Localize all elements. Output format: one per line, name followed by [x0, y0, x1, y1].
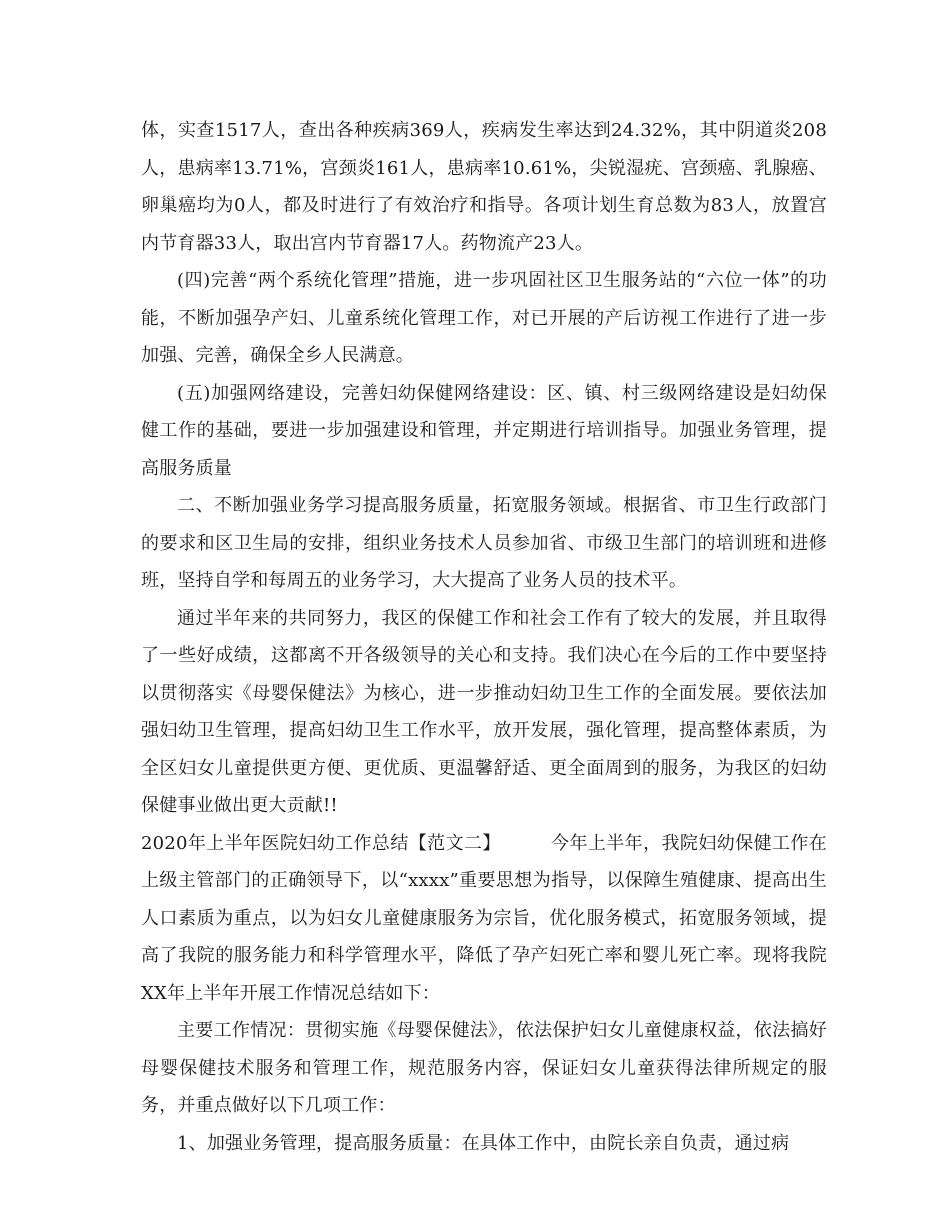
paragraph-exam-results: 体，实查1517人，查出各种疾病369人，疾病发生率达到24.32%，其中阴道炎208人，患病率13.71%，宫颈炎161人，患病率10.61%，尖锐湿疣、宫颈癌、乳腺癌、卵巢癌均为0人，都及时进行了有效治疗和指导。各项计划生育总数为83人，放置宫内节育器33人，取出宫内节育器17人。药物流产23人。 [141, 120, 827, 254]
paragraph-main-work: 主要工作情况：贯彻实施《母婴保健法》，依法保护妇女儿童健康权益，依法搞好母婴保健技术服务和管理工作，规范服务内容，保证妇女儿童获得法律所规定的服务，并重点做好以下几项工作： [141, 1020, 827, 1116]
paragraph-section-five: (五)加强网络建设，完善妇幼保健网络建设：区、镇、村三级网络建设是妇幼保健工作的基础，要进一步加强建设和管理，并定期进行培训指导。加强业务管理，提高服务质量 [141, 382, 827, 479]
section-heading: 2020年上半年医院妇幼工作总结【范文二】 [141, 832, 501, 854]
paragraph-section-two-intro [141, 825, 827, 1013]
section-intro-text: 今年上半年，我院妇幼保健工作在上级主管部门的正确领导下，以“xxxx”重要思想为指导，以保障生殖健康、提高出生人口素质为重点，以为妇女儿童健康服务为宗旨，优化服务模式，拓宽服务领域，提高了我院的服务能力和科学管理水平，降低了孕产妇死亡率和婴儿死亡率。现将我院XX年上半年开展工作情况总结如下： [141, 832, 828, 1004]
paragraph-conclusion: 通过半年来的共同努力，我区的保健工作和社会工作有了较大的发展，并且取得了一些好成绩，这都离不开各级领导的关心和支持。我们决心在今后的工作中要坚持以贯彻落实《母婴保健法》为核心，进一步推动妇幼卫生工作的全面发展。要依法加强妇幼卫生管理，提高妇幼卫生工作水平，放开发展，强化管理，提高整体素质，为全区妇女儿童提供更方便、更优质、更温馨舒适、更全面周到的服务，为我区的妇幼保健事业做出更大贡献!! [141, 607, 827, 816]
paragraph-section-four: (四)完善“两个系统化管理”措施，进一步巩固社区卫生服务站的“六位一体”的功能，不断加强孕产妇、儿童系统化管理工作，对已开展的产后访视工作进行了进一步加强、完善，确保全乡人民满意。 [141, 270, 827, 366]
document-body [141, 112, 827, 1162]
paragraph-item-one: 1、加强业务管理，提高服务质量：在具体工作中，由院长亲自负责，通过病 [177, 1132, 790, 1154]
paragraph-part-two: 二、不断加强业务学习提高服务质量，拓宽服务领域。根据省、市卫生行政部门的要求和区卫生局的安排，组织业务技术人员参加省、市级卫生部门的培训班和进修班，坚持自学和每周五的业务学习，大大提高了业务人员的技术平。 [141, 495, 827, 591]
